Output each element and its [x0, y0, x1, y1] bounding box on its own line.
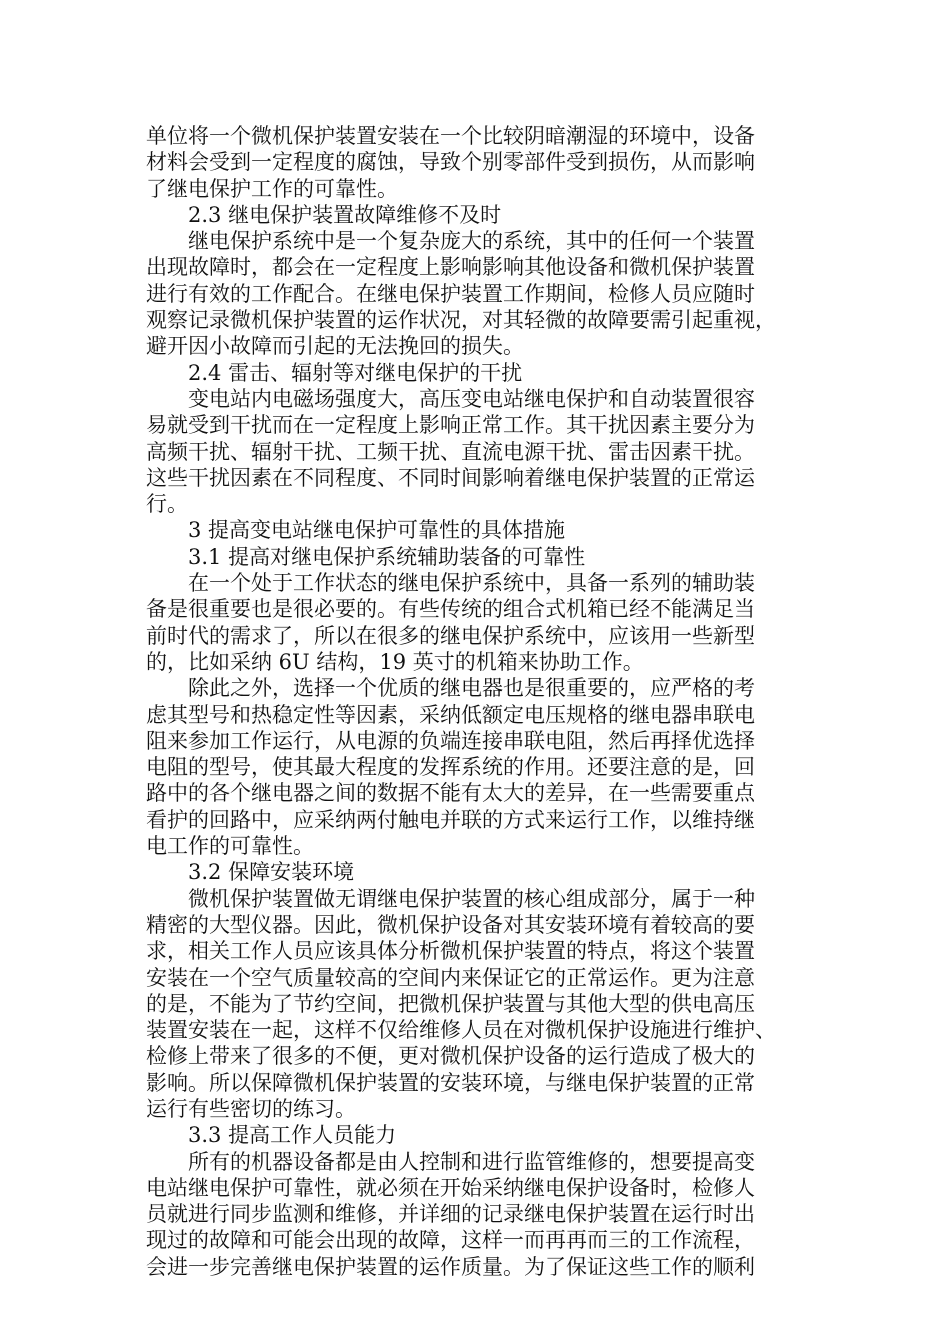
text-line: 影响。所以保障微机保护装置的安装环境，与继电保护装置的正常: [146, 1070, 755, 1095]
text-line: 易就受到干扰而在一定程度上影响正常工作。其干扰因素主要分为: [146, 413, 755, 438]
text-line: 安装在一个空气质量较高的空间内来保证它的正常运作。更为注意: [146, 965, 755, 990]
text-line: 电阻的型号，使其最大程度的发挥系统的作用。还要注意的是，回: [146, 755, 755, 780]
text-line: 所有的机器设备都是由人控制和进行监管维修的，想要提高变: [188, 1149, 755, 1174]
document-body: [146, 123, 806, 1280]
text-line: 员就进行同步监测和维修，并详细的记录继电保护装置在运行时出: [146, 1202, 755, 1227]
section-heading-3: 3 提高变电站继电保护可靠性的具体措施: [188, 518, 566, 543]
text-line: 行。: [146, 492, 188, 517]
text-line: 除此之外，选择一个优质的继电器也是很重要的，应严格的考: [188, 676, 755, 701]
text-line: 装置安装在一起，这样不仅给维修人员在对微机保护设施进行维护、: [146, 1018, 776, 1043]
text-line: 的，比如采纳 6U 结构，19 英寸的机箱来协助工作。: [146, 649, 644, 674]
text-line: 前时代的需求了，所以在很多的继电保护系统中，应该用一些新型: [146, 623, 755, 648]
text-line: 电工作的可靠性。: [146, 834, 314, 859]
text-line: 的是，不能为了节约空间，把微机保护装置与其他大型的供电高压: [146, 991, 755, 1016]
text-line: 观察记录微机保护装置的运作状况，对其轻微的故障要需引起重视，: [146, 308, 776, 333]
text-line: 电站继电保护可靠性，就必须在开始采纳继电保护设备时，检修人: [146, 1175, 755, 1200]
text-line: 虑其型号和热稳定性等因素，采纳低额定电压规格的继电器串联电: [146, 702, 755, 727]
text-line: 运行有些密切的练习。: [146, 1096, 356, 1121]
section-heading-2-3: 2.3 继电保护装置故障维修不及时: [188, 202, 502, 227]
text-line: 检修上带来了很多的不便，更对微机保护设备的运行造成了极大的: [146, 1044, 755, 1069]
text-line: 这些干扰因素在不同程度、不同时间影响着继电保护装置的正常运: [146, 465, 755, 490]
text-line: 单位将一个微机保护装置安装在一个比较阴暗潮湿的环境中，设备: [146, 124, 755, 148]
text-line: 会进一步完善继电保护装置的运作质量。为了保证这些工作的顺利: [146, 1254, 755, 1279]
section-heading-3-2: 3.2 保障安装环境: [188, 860, 355, 885]
text-line: 进行有效的工作配合。在继电保护装置工作期间，检修人员应随时: [146, 281, 755, 306]
text-line: 高频干扰、辐射干扰、工频干扰、直流电源干扰、雷击因素干扰。: [146, 439, 755, 464]
text-line: 了继电保护工作的可靠性。: [146, 176, 398, 201]
section-heading-3-1: 3.1 提高对继电保护系统辅助装备的可靠性: [188, 544, 586, 569]
text-line: 求，相关工作人员应该具体分析微机保护装置的特点，将这个装置: [146, 939, 755, 964]
text-line: 材料会受到一定程度的腐蚀，导致个别零部件受到损伤，从而影响: [146, 150, 755, 175]
text-line: 阻来参加工作运行，从电源的负端连接串联电阻，然后再择优选择: [146, 728, 755, 753]
text-line: 看护的回路中，应采纳两付触电并联的方式来运行工作，以维持继: [146, 807, 755, 832]
text-line: 在一个处于工作状态的继电保护系统中，具备一系列的辅助装: [188, 571, 755, 596]
text-line: 现过的故障和可能会出现的故障，这样一而再再而三的工作流程，: [146, 1228, 755, 1253]
text-line: 避开因小故障而引起的无法挽回的损失。: [146, 334, 524, 359]
text-line: 路中的各个继电器之间的数据不能有太大的差异，在一些需要重点: [146, 781, 755, 806]
text-line: 微机保护装置做无谓继电保护装置的核心组成部分，属于一种: [188, 886, 755, 911]
text-line: 备是很重要也是很必要的。有些传统的组合式机箱已经不能满足当: [146, 597, 755, 622]
text-line: 变电站内电磁场强度大，高压变电站继电保护和自动装置很容: [188, 386, 755, 411]
text-line: 出现故障时，都会在一定程度上影响影响其他设备和微机保护装置: [146, 255, 755, 280]
section-heading-2-4: 2.4 雷击、辐射等对继电保护的干扰: [188, 360, 523, 385]
text-line: 继电保护系统中是一个复杂庞大的系统，其中的任何一个装置: [188, 229, 755, 254]
text-line: 精密的大型仪器。因此，微机保护设备对其安装环境有着较高的要: [146, 912, 755, 937]
section-heading-3-3: 3.3 提高工作人员能力: [188, 1123, 397, 1148]
